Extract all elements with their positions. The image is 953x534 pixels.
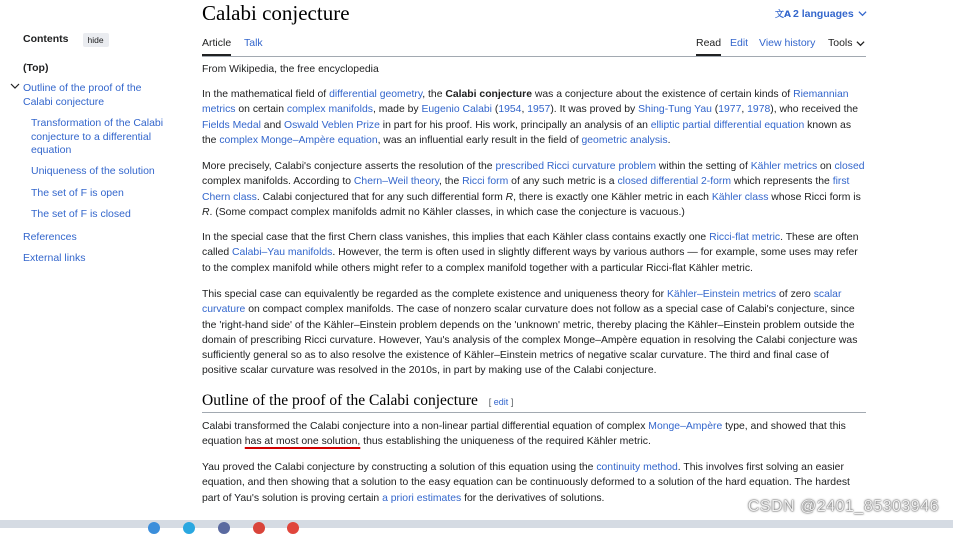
link-kahler-class[interactable]: Kähler class: [711, 191, 769, 203]
annotation-underline: has at most one solution,: [244, 436, 361, 448]
link-ricci-form[interactable]: Ricci form: [462, 176, 509, 188]
page-title: Calabi conjecture: [202, 1, 350, 25]
link-kahler-einstein-metrics[interactable]: Kähler–Einstein metrics: [666, 289, 777, 300]
link-monge-ampere[interactable]: Monge–Ampère: [648, 421, 723, 432]
app-icon[interactable]: [218, 522, 230, 534]
app-icon[interactable]: [253, 522, 265, 534]
link-prescribed-ricci[interactable]: prescribed Ricci curvature problem: [495, 161, 656, 172]
paragraph-special-case: In the special case that the first Chern class vanishes, this implies that each Kähler class contains exactly one Ricci-flat metric. These are often called Calabi–Yau manifolds. However, the term is often used in slightly different ways by various authors — for example, some uses may refer to the complex manifold while others might refer to a complex manifold together with a particular Ricci-flat Kähler metric.: [202, 232, 859, 274]
tab-view-history[interactable]: View history: [759, 37, 816, 49]
toc-item-references[interactable]: References: [23, 230, 77, 243]
app-icon[interactable]: [148, 522, 160, 534]
language-count: 2 languages: [793, 7, 854, 20]
section-heading-title: Outline of the proof of the Calabi conjecture: [202, 392, 478, 409]
section-heading: [202, 393, 866, 413]
toc-header: [23, 33, 173, 47]
tools-label: Tools: [828, 37, 853, 49]
section-edit: [ edit ]: [488, 397, 514, 407]
chevron-down-icon: [856, 39, 865, 48]
link-closed[interactable]: closed: [834, 161, 865, 172]
paragraph-more-precisely: More precisely, Calabi's conjecture asserts the resolution of the prescribed Ricci curvature problem within the setting of Kähler metrics on closed complex manifolds. According to Chern–Weil theory, the Ricci form of any such metric is a closed differential 2-form which represents the first Chern class. Calabi conjectured that for any such differential form R, there is exactly one Kähler metric in each Kähler class whose Ricci form is R. (Some compact complex manifolds admit no Kähler classes, in which case the conjecture is vacuous.): [202, 161, 865, 218]
link-geometric-analysis[interactable]: geometric analysis: [581, 134, 668, 146]
table-of-contents: [23, 33, 173, 265]
toc-item-outline[interactable]: [23, 82, 173, 109]
page-tabs: [202, 30, 866, 57]
tab-read[interactable]: Read: [696, 37, 722, 49]
toc-item-external-links[interactable]: External links: [23, 252, 86, 265]
link-continuity-method[interactable]: continuity method: [596, 462, 678, 473]
tools-menu[interactable]: [828, 36, 865, 50]
link-oswald-veblen-prize[interactable]: Oswald Veblen Prize: [284, 119, 380, 131]
link-riemannian-metrics[interactable]: Riemannian metrics: [202, 89, 849, 116]
toc-item-uniqueness[interactable]: Uniqueness of the solution: [31, 165, 155, 178]
link-monge-ampere-equation[interactable]: complex Monge–Ampère equation: [219, 134, 378, 146]
toc-title: Contents: [23, 33, 69, 46]
link-differential-geometry[interactable]: differential geometry: [329, 89, 423, 100]
link-ricci-flat-metric[interactable]: Ricci-flat metric: [709, 232, 781, 243]
link-a-priori-estimates[interactable]: a priori estimates: [382, 492, 462, 504]
link-elliptic-pde[interactable]: elliptic partial differential equation: [650, 119, 805, 131]
app-icon[interactable]: [287, 522, 299, 534]
link-yau-1977[interactable]: 1977: [718, 104, 742, 116]
watermark: CSDN @2401_85303946: [747, 498, 939, 515]
toc-item-set-open[interactable]: The set of F is open: [31, 186, 124, 199]
tab-edit[interactable]: Edit: [730, 37, 749, 49]
toc-hide-button[interactable]: hide: [83, 33, 109, 47]
toc-item-set-closed[interactable]: The set of F is closed: [31, 208, 131, 221]
chevron-down-icon[interactable]: [10, 81, 20, 91]
paragraph-intro: In the mathematical field of differential geometry, the Calabi conjecture was a conjecture about the existence of certain kinds of Riemannian metrics on certain complex manifolds, made by Eugenio Calabi (1954, 1957). It was proved by Shing-Tung Yau (1977, 1978), who received the Fields Medal and Oswald Veblen Prize in part for his proof. His work, principally an analysis of an elliptic partial differential equation known as the complex Monge–Ampère equation, was an influential early result in the field of geometric analysis.: [202, 89, 859, 146]
svg-text:文A: 文A: [775, 10, 791, 20]
link-calabi-yau-manifolds[interactable]: Calabi–Yau manifolds: [232, 247, 333, 259]
translate-icon: [775, 7, 789, 20]
paragraph-kahler-einstein: This special case can equivalently be regarded as the complete existence and uniqueness theory for Kähler–Einstein metrics of zero scalar curvature on compact complex manifolds. The case of nonzero scalar curvature does not follow as a special case of Calabi's conjecture, since the 'right-hand side' of the Kähler–Einstein problem depends on the 'unknown' metric, thereby placing the Kähler–Einstein problem outside the domain of prescribing Ricci curvature. However, Yau's analysis of the complex Monge–Ampère equation in resolving the Calabi conjecture was sufficiently general so as to also resolve the existence of Kähler–Einstein metrics of negative scalar curvature. The third and final case of positive scalar curvature was resolved in the 2010s, in part by making use of the Calabi conjecture.: [202, 289, 858, 377]
link-scalar-curvature[interactable]: scalar curvature: [202, 289, 842, 316]
toc-item-outline-label: Outline of the proof of the Calabi conjecture: [23, 82, 142, 108]
section-edit-link[interactable]: edit: [493, 397, 509, 407]
paragraph-outline-2: Yau proved the Calabi conjecture by constructing a solution of this equation using the continuity method. This involves first solving an easier equation, and then showing that a solution to the easy equation can be continuously deformed to a solution of the hard equation. The hardest part of Yau's solution is proving certain a priori estimates for the derivatives of solutions.: [202, 462, 850, 504]
toc-item-transformation[interactable]: Transformation of the Calabi conjecture to a differential equation: [31, 117, 164, 157]
language-button[interactable]: [775, 7, 867, 20]
link-yau-1978[interactable]: 1978: [747, 104, 771, 116]
app-icon[interactable]: [183, 522, 195, 534]
tagline: From Wikipedia, the free encyclopedia: [202, 64, 379, 75]
link-first-chern-class[interactable]: first Chern class: [202, 176, 850, 203]
link-complex-manifolds[interactable]: complex manifolds: [286, 104, 373, 116]
link-fields-medal[interactable]: Fields Medal: [202, 119, 261, 131]
link-kahler-metrics[interactable]: Kähler metrics: [750, 161, 818, 172]
taskbar: [0, 520, 953, 528]
link-closed-differential-2-form[interactable]: closed differential 2-form: [617, 176, 732, 188]
paragraph-outline-1: Calabi transformed the Calabi conjecture into a non-linear partial differential equation of complex Monge–Ampère type, and showed that this equation has at most one solution, thus establishing the uniqueness of the required Kähler metric.: [202, 421, 846, 448]
link-calabi-1957[interactable]: 1957: [527, 104, 551, 116]
chevron-down-icon: [858, 9, 867, 18]
link-shing-tung-yau[interactable]: Shing-Tung Yau: [638, 104, 712, 116]
tab-talk[interactable]: Talk: [244, 37, 263, 49]
tab-article[interactable]: Article: [202, 37, 232, 49]
link-eugenio-calabi[interactable]: Eugenio Calabi: [421, 104, 492, 116]
link-calabi-1954[interactable]: 1954: [498, 104, 522, 116]
toc-item-top[interactable]: (Top): [23, 62, 49, 74]
link-chern-weil-theory[interactable]: Chern–Weil theory: [353, 176, 439, 188]
